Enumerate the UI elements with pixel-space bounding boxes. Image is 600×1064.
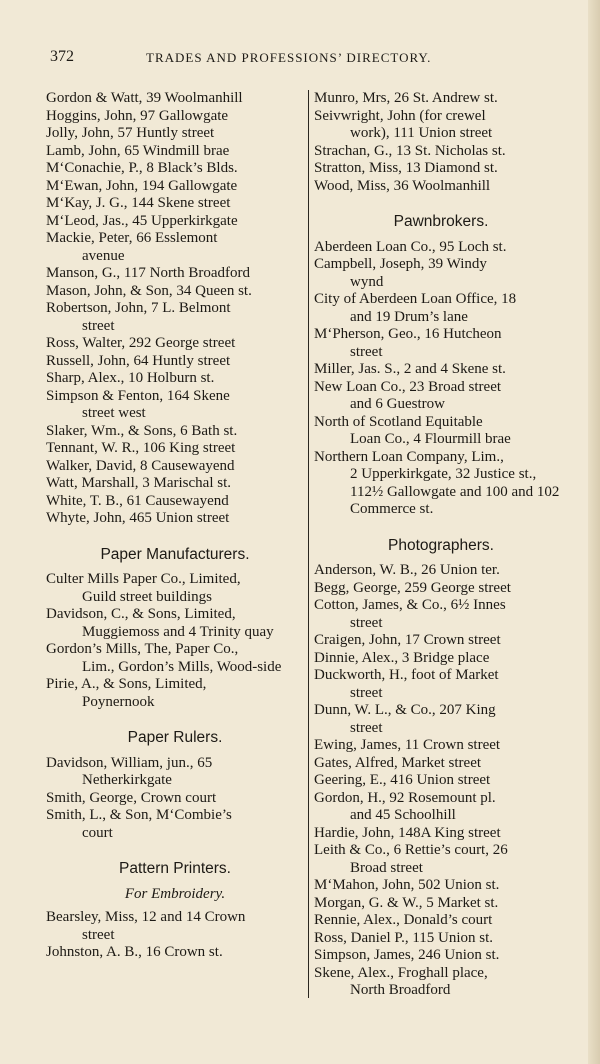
entry-line: Simpson, James, 246 Union st. [314, 947, 500, 963]
running-title: TRADES AND PROFESSIONS’ DIRECTORY. [146, 50, 432, 65]
entry-line: Pirie, A., & Sons, Limited, [46, 676, 207, 692]
entry-line: M‘Leod, Jas., 45 Upperkirkgate [46, 212, 238, 229]
directory-entry [314, 597, 568, 632]
directory-entry [46, 108, 304, 126]
section-heading: Paper Rulers. [127, 729, 223, 746]
directory-entry [46, 458, 304, 476]
entry-line: Dunn, W. L., & Co., 207 King [314, 702, 496, 718]
page-header [50, 48, 550, 70]
directory-entry [314, 895, 568, 913]
directory-entry [314, 930, 568, 948]
entry-line: Leith & Co., 6 Rettie’s court, 26 [314, 842, 508, 858]
entry-line: Hoggins, John, 97 Gallowgate [46, 107, 229, 124]
entry-line: Gordon & Watt, 39 Woolmanhill [46, 90, 243, 106]
directory-entry [314, 108, 568, 143]
entry-continuation: street west [82, 405, 146, 421]
entry-line: Duckworth, H., foot of Market [314, 667, 499, 683]
entry-line: Gates, Alfred, Market street [314, 754, 482, 771]
directory-entry [46, 440, 304, 458]
entry-line: Slaker, Wm., & Sons, 6 Bath st. [46, 422, 238, 439]
entry-line: Wood, Miss, 36 Woolmanhill [314, 177, 491, 194]
entry-line: Hardie, John, 148A King street [314, 824, 501, 841]
entry-continuation: court [82, 824, 113, 841]
directory-entry [314, 90, 568, 108]
entry-line: Lamb, John, 65 Windmill brae [46, 142, 230, 159]
entry-line: Davidson, C., & Sons, Limited, [46, 606, 236, 622]
entry-continuation: avenue [82, 247, 125, 264]
entry-line: Mason, John, & Son, 34 Queen st. [46, 282, 252, 299]
entry-line: Johnston, A. B., 16 Crown st. [46, 944, 223, 960]
section-heading: Photographers. [388, 536, 494, 554]
directory-entry [46, 230, 304, 265]
entry-continuation: street [350, 343, 383, 360]
directory-entry [314, 702, 568, 737]
directory-entry [314, 239, 568, 257]
entry-continuation: street [82, 317, 115, 334]
directory-entry [314, 160, 568, 178]
directory-entry [314, 361, 568, 379]
entry-line: Strachan, G., 13 St. Nicholas st. [314, 142, 506, 159]
directory-entry [46, 213, 304, 231]
directory-entry [314, 256, 568, 291]
entry-line: Munro, Mrs, 26 St. Andrew st. [314, 90, 498, 106]
entry-line: Smith, L., & Son, M‘Combie’s [46, 807, 232, 823]
entry-line: Ross, Walter, 292 George street [46, 335, 236, 351]
entry-continuation: wynd [350, 273, 384, 290]
entry-line: Dinnie, Alex., 3 Bridge place [314, 649, 490, 666]
entry-line: Culter Mills Paper Co., Limited, [46, 571, 241, 587]
directory-entry [46, 807, 304, 842]
entry-line: Tennant, W. R., 106 King street [46, 440, 236, 456]
directory-entry [314, 143, 568, 161]
entry-line: White, T. B., 61 Causewayend [46, 492, 229, 509]
entry-line: Davidson, William, jun., 65 [46, 754, 213, 771]
entry-continuation: and 6 Guestrow [350, 396, 445, 412]
directory-entry [314, 825, 568, 843]
entry-line: City of Aberdeen Loan Office, 18 [314, 291, 517, 307]
section-subheading: For Embroidery. [124, 885, 226, 902]
directory-entry [314, 562, 568, 580]
directory-entry [46, 423, 304, 441]
entry-line: Jolly, John, 57 Huntly street [46, 125, 215, 141]
directory-entry [314, 965, 568, 1000]
directory-entry [314, 877, 568, 895]
left-column [46, 90, 304, 962]
directory-entry [46, 125, 304, 143]
entry-line: Walker, David, 8 Causewayend [46, 457, 235, 474]
entry-line: M‘Conachie, P., 8 Black’s Blds. [46, 160, 238, 176]
entry-line: Miller, Jas. S., 2 and 4 Skene st. [314, 361, 506, 377]
directory-entry [46, 641, 304, 676]
page-number: 372 [50, 48, 74, 65]
directory-entry [314, 772, 568, 790]
column-divider [308, 90, 309, 998]
entry-continuation: and 45 Schoolhill [350, 807, 456, 823]
entry-line: M‘Pherson, Geo., 16 Hutcheon [314, 326, 502, 342]
right-column [314, 90, 568, 1000]
section-heading: Pawnbrokers. [393, 213, 489, 230]
entry-continuation: work), 111 Union street [350, 125, 493, 141]
directory-entry [46, 90, 304, 108]
entry-line: M‘Ewan, John, 194 Gallowgate [46, 177, 238, 194]
directory-entry [314, 632, 568, 650]
entry-line: Sharp, Alex., 10 Holburn st. [46, 370, 215, 386]
entry-line: North of Scotland Equitable [314, 413, 483, 430]
section-heading: Pattern Printers. [119, 860, 231, 877]
entry-line: Gordon, H., 92 Rosemount pl. [314, 789, 496, 806]
entry-line: Skene, Alex., Froghall place, [314, 964, 488, 981]
entry-continuation: street [350, 684, 383, 701]
directory-entry [314, 414, 568, 449]
entry-continuation: Loan Co., 4 Flourmill brae [350, 431, 511, 447]
entry-continuation: Poynernook [82, 693, 155, 710]
entry-line: Russell, John, 64 Huntly street [46, 352, 231, 369]
entry-continuation: Netherkirkgate [82, 772, 172, 788]
entry-line: M‘Kay, J. G., 144 Skene street [46, 195, 231, 211]
section-heading: Paper Manufacturers. [100, 545, 250, 563]
entry-continuation: Muggiemoss and 4 Trinity quay [82, 623, 274, 640]
directory-entry [314, 667, 568, 702]
entry-line: Stratton, Miss, 13 Diamond st. [314, 160, 498, 176]
entry-line: M‘Mahon, John, 502 Union st. [314, 877, 500, 893]
entry-line: Ross, Daniel P., 115 Union st. [314, 929, 494, 946]
directory-entry [46, 944, 304, 962]
directory-entry [46, 300, 304, 335]
directory-entry [314, 580, 568, 598]
directory-entry [46, 909, 304, 944]
directory-entry [46, 571, 304, 606]
entry-line: Simpson & Fenton, 164 Skene [46, 387, 230, 404]
entry-continuation: Lim., Gordon’s Mills, Wood-side [82, 658, 282, 675]
entry-line: Geering, E., 416 Union street [314, 772, 491, 788]
directory-entry [314, 737, 568, 755]
entry-line: Robertson, John, 7 L. Belmont [46, 300, 231, 316]
entry-line: Watt, Marshall, 3 Marischal st. [46, 475, 232, 491]
entry-continuation: street [350, 719, 383, 736]
entry-continuation: street [350, 614, 383, 631]
directory-entry [46, 790, 304, 808]
entry-line: Anderson, W. B., 26 Union ter. [314, 562, 500, 578]
directory-entry [314, 178, 568, 196]
directory-entry [314, 947, 568, 965]
directory-entry [46, 353, 304, 371]
directory-entry [314, 912, 568, 930]
entry-line: Ewing, James, 11 Crown street [314, 737, 501, 753]
entry-continuation: Broad street [350, 859, 423, 876]
entry-line: Manson, G., 117 North Broadford [46, 265, 251, 281]
directory-entry [46, 283, 304, 301]
directory-entry [46, 606, 304, 641]
directory-entry [314, 379, 568, 414]
directory-entry [46, 493, 304, 511]
entry-line: Rennie, Alex., Donald’s court [314, 912, 493, 928]
directory-entry [46, 178, 304, 196]
entry-line: Northern Loan Company, Lim., [314, 448, 504, 465]
entry-continuation: street [82, 926, 115, 943]
entry-line: Gordon’s Mills, The, Paper Co., [46, 641, 239, 657]
directory-entry [314, 842, 568, 877]
directory-entry [314, 650, 568, 668]
entry-line: Bearsley, Miss, 12 and 14 Crown [46, 909, 246, 925]
directory-entry [314, 326, 568, 361]
entry-line: Begg, George, 259 George street [314, 579, 511, 596]
directory-entry [46, 510, 304, 528]
directory-entry [46, 676, 304, 711]
entry-line: Whyte, John, 465 Union street [46, 510, 230, 526]
entry-line: Aberdeen Loan Co., 95 Loch st. [314, 238, 507, 255]
directory-entry [314, 790, 568, 825]
entry-line: Mackie, Peter, 66 Esslemont [46, 230, 218, 246]
entry-line: Cotton, James, & Co., 6½ Innes [314, 597, 506, 613]
entry-continuation: and 19 Drum’s lane [350, 308, 468, 325]
page-edge [588, 0, 600, 1064]
directory-entry [46, 335, 304, 353]
entry-line: New Loan Co., 23 Broad street [314, 378, 502, 395]
entry-line: Smith, George, Crown court [46, 789, 217, 806]
entry-line: Morgan, G. & W., 5 Market st. [314, 894, 499, 911]
directory-entry [46, 475, 304, 493]
directory-entry [46, 388, 304, 423]
entry-continuation: North Broadford [350, 982, 451, 998]
entry-line: Campbell, Joseph, 39 Windy [314, 256, 487, 272]
directory-entry [46, 370, 304, 388]
directory-entry [46, 160, 304, 178]
directory-entry [314, 291, 568, 326]
entry-continuation: 2 Upperkirkgate, 32 Justice st., 112½ Gallowgate and 100 and 102 Commerce st. [350, 466, 560, 517]
directory-entry [314, 755, 568, 773]
directory-entry [46, 143, 304, 161]
directory-entry [46, 755, 304, 790]
directory-entry [46, 265, 304, 283]
directory-entry [46, 195, 304, 213]
directory-entry [314, 449, 568, 519]
entry-continuation: Guild street buildings [82, 588, 212, 605]
entry-line: Craigen, John, 17 Crown street [314, 632, 501, 648]
entry-line: Seivwright, John (for crewel [314, 107, 486, 124]
